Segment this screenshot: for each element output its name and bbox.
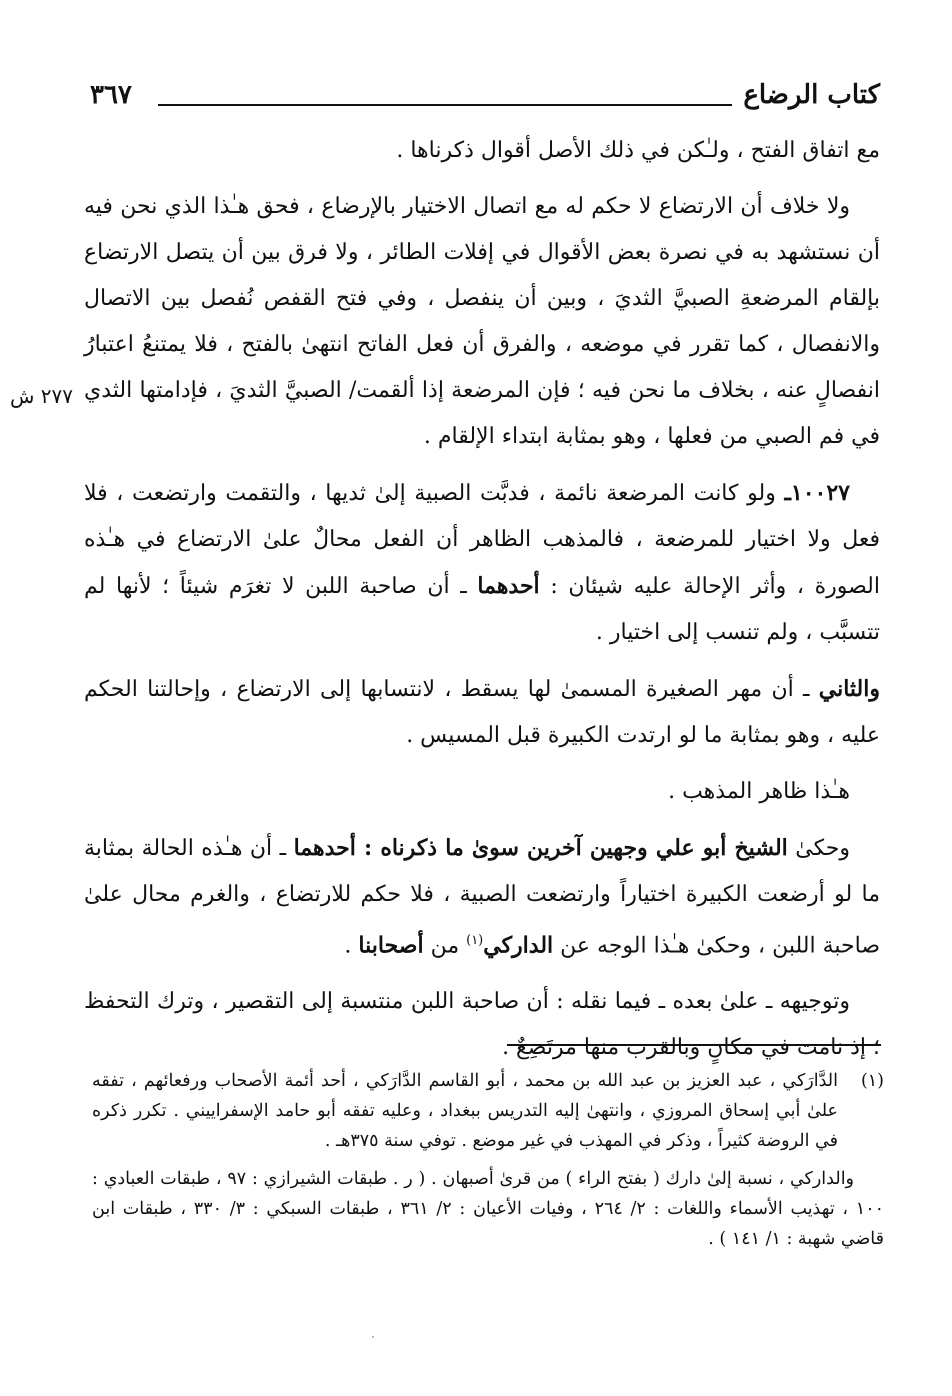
companions-label: أصحابنا [358, 932, 424, 959]
header-rule [158, 104, 732, 106]
chapter-title: كتاب الرضاع [743, 80, 880, 110]
paragraph-4 [84, 666, 880, 759]
scholar-name: الشيخ أبو علي وجهين آخرين سوىٰ ما ذكرناه : أحدهما [293, 835, 788, 861]
paragraph-2: ولا خلاف أن الارتضاع لا حكم له مع اتصال الاختيار بالإرضاع ، فحق هـٰذا الذي نحن فيه أن نستشهد به في نصرة بعض الأقوال في إفلات الطائر ، ولا فرق بين أن يتصل الارتضاع بإلقام المرضعةِ الصبيَّ الثديَ ، وبين أن ينفصل ، وفي فتح القفص نُفصل بين الاتصال والانفصال ، كما تقرر في موضعه ، والفرق أن فعل الفاتح انتهىٰ بالفتح ، فلا يمتنعُ اعتبارُ انفصالٍ عنه ، بخلاف ما نحن فيه ؛ فإن المرضعة إذا ألقمت/ الصبيَّ الثديَ ، فإدامتها الثدي في فم الصبي من فعلها ، وهو بمثابة ابتداء الإلقام . [84, 194, 880, 449]
paragraph-6 [84, 825, 880, 969]
issue-number: ١٠٠٢٧ـ [784, 480, 850, 506]
first-point-label: أحدهما [477, 573, 540, 599]
paragraph-7: وتوجيهه ـ علىٰ بعده ـ فيما نقله : أن صاحبة اللبن منتسبة إلى التقصير ، وترك التحفظ ؛ إذ نامت في مكانٍ وبالقرب منها مرتَضِعٌ . [84, 989, 880, 1061]
footnotes [92, 1066, 884, 1262]
paragraph-3 [84, 470, 880, 656]
paragraph-6-lead: وحكىٰ [795, 836, 850, 861]
scan-speck [372, 1336, 374, 1338]
footnote-ref[interactable]: (١) [466, 933, 484, 948]
darki-name: الداركي [483, 932, 554, 959]
paragraph-6-text: ـ أن هـٰذه الحالة بمثابة ما لو أرضعت الكبيرة اختياراً وارتضعت الصبية ، فلا حكم للارتضاع ، والغرم محال علىٰ صاحبة اللبن ، وحكىٰ هـٰذا الوجه عن [84, 836, 880, 959]
footnote-1-sources: والداركي ، نسبة إلىٰ دارك ( بفتح الراء ) من قرىٰ أصبهان . ( ر . طبقات الشيرازي : ٩٧ ، طبقات العبادي : ١٠٠ ، تهذيب الأسماء واللغات : ٢/ ٢٦٤ ، وفيات الأعيان : ٢/ ٣٦١ ، طبقات السبكي : ٣/ ٣٣٠ ، طبقات ابن قاضي شهبة : ١/ ١٤١ ) . [92, 1169, 884, 1249]
page-header [90, 80, 880, 124]
margin-manuscript-ref: ٢٧٧ ش [10, 384, 74, 408]
paragraph-4-text: ـ أن مهر الصغيرة المسمىٰ لها يسقط ، لانتسابها إلى الارتضاع ، وإحالتنا الحكم عليه ، وهو بمثابة ما لو ارتدت الكبيرة قبل المسيس . [84, 677, 880, 748]
second-point-label: والثاني [818, 676, 880, 702]
page-number: ٣٦٧ [90, 80, 132, 110]
footnote-1-text: الدَّارَكي ، عبد العزيز بن عبد الله بن محمد ، أبو القاسم الدَّارَكي ، أحد أئمة الأصحاب ورفعائهم ، تفقه علىٰ أبي إسحاق المروزي ، وانتهىٰ إليه التدريس ببغداد ، وعليه تفقه أبو حامد الإسفراييني . تكرر ذكره في الروضة كثيراً ، وذكر في المهذب في غير موضع . توفي سنة ٣٧٥هـ . [92, 1071, 838, 1151]
main-text [84, 128, 880, 1081]
paragraph-3-text-a: ولو كانت المرضعة نائمة ، فدبَّت الصبية إلىٰ ثديها ، والتقمت وارتضعت ، فلا فعل ولا اختيار للمرضعة ، فالمذهب الظاهر أن الفعل محالٌ علىٰ الارتضاع في هـٰذه الصورة ، وأثر الإحالة عليه شيئان : [84, 481, 881, 599]
footnote-1 [92, 1066, 884, 1156]
footnote-divider [507, 1044, 881, 1046]
paragraph-5: هـٰذا ظاهر المذهب . [668, 779, 850, 804]
paragraph-6-end: . [344, 933, 352, 959]
paragraph-1: مع اتفاق الفتح ، ولـٰكن في ذلك الأصل أقوال ذكرناها . [396, 138, 880, 163]
paragraph-6-mid: من [430, 933, 460, 959]
footnote-1-marker: (١) [860, 1071, 884, 1091]
paragraph-3-text-b: ـ أن صاحبة اللبن لا تغرَم شيئاً ؛ لأنها لم تتسبَّب ، ولم تنسب إلى اختيار . [84, 574, 880, 645]
